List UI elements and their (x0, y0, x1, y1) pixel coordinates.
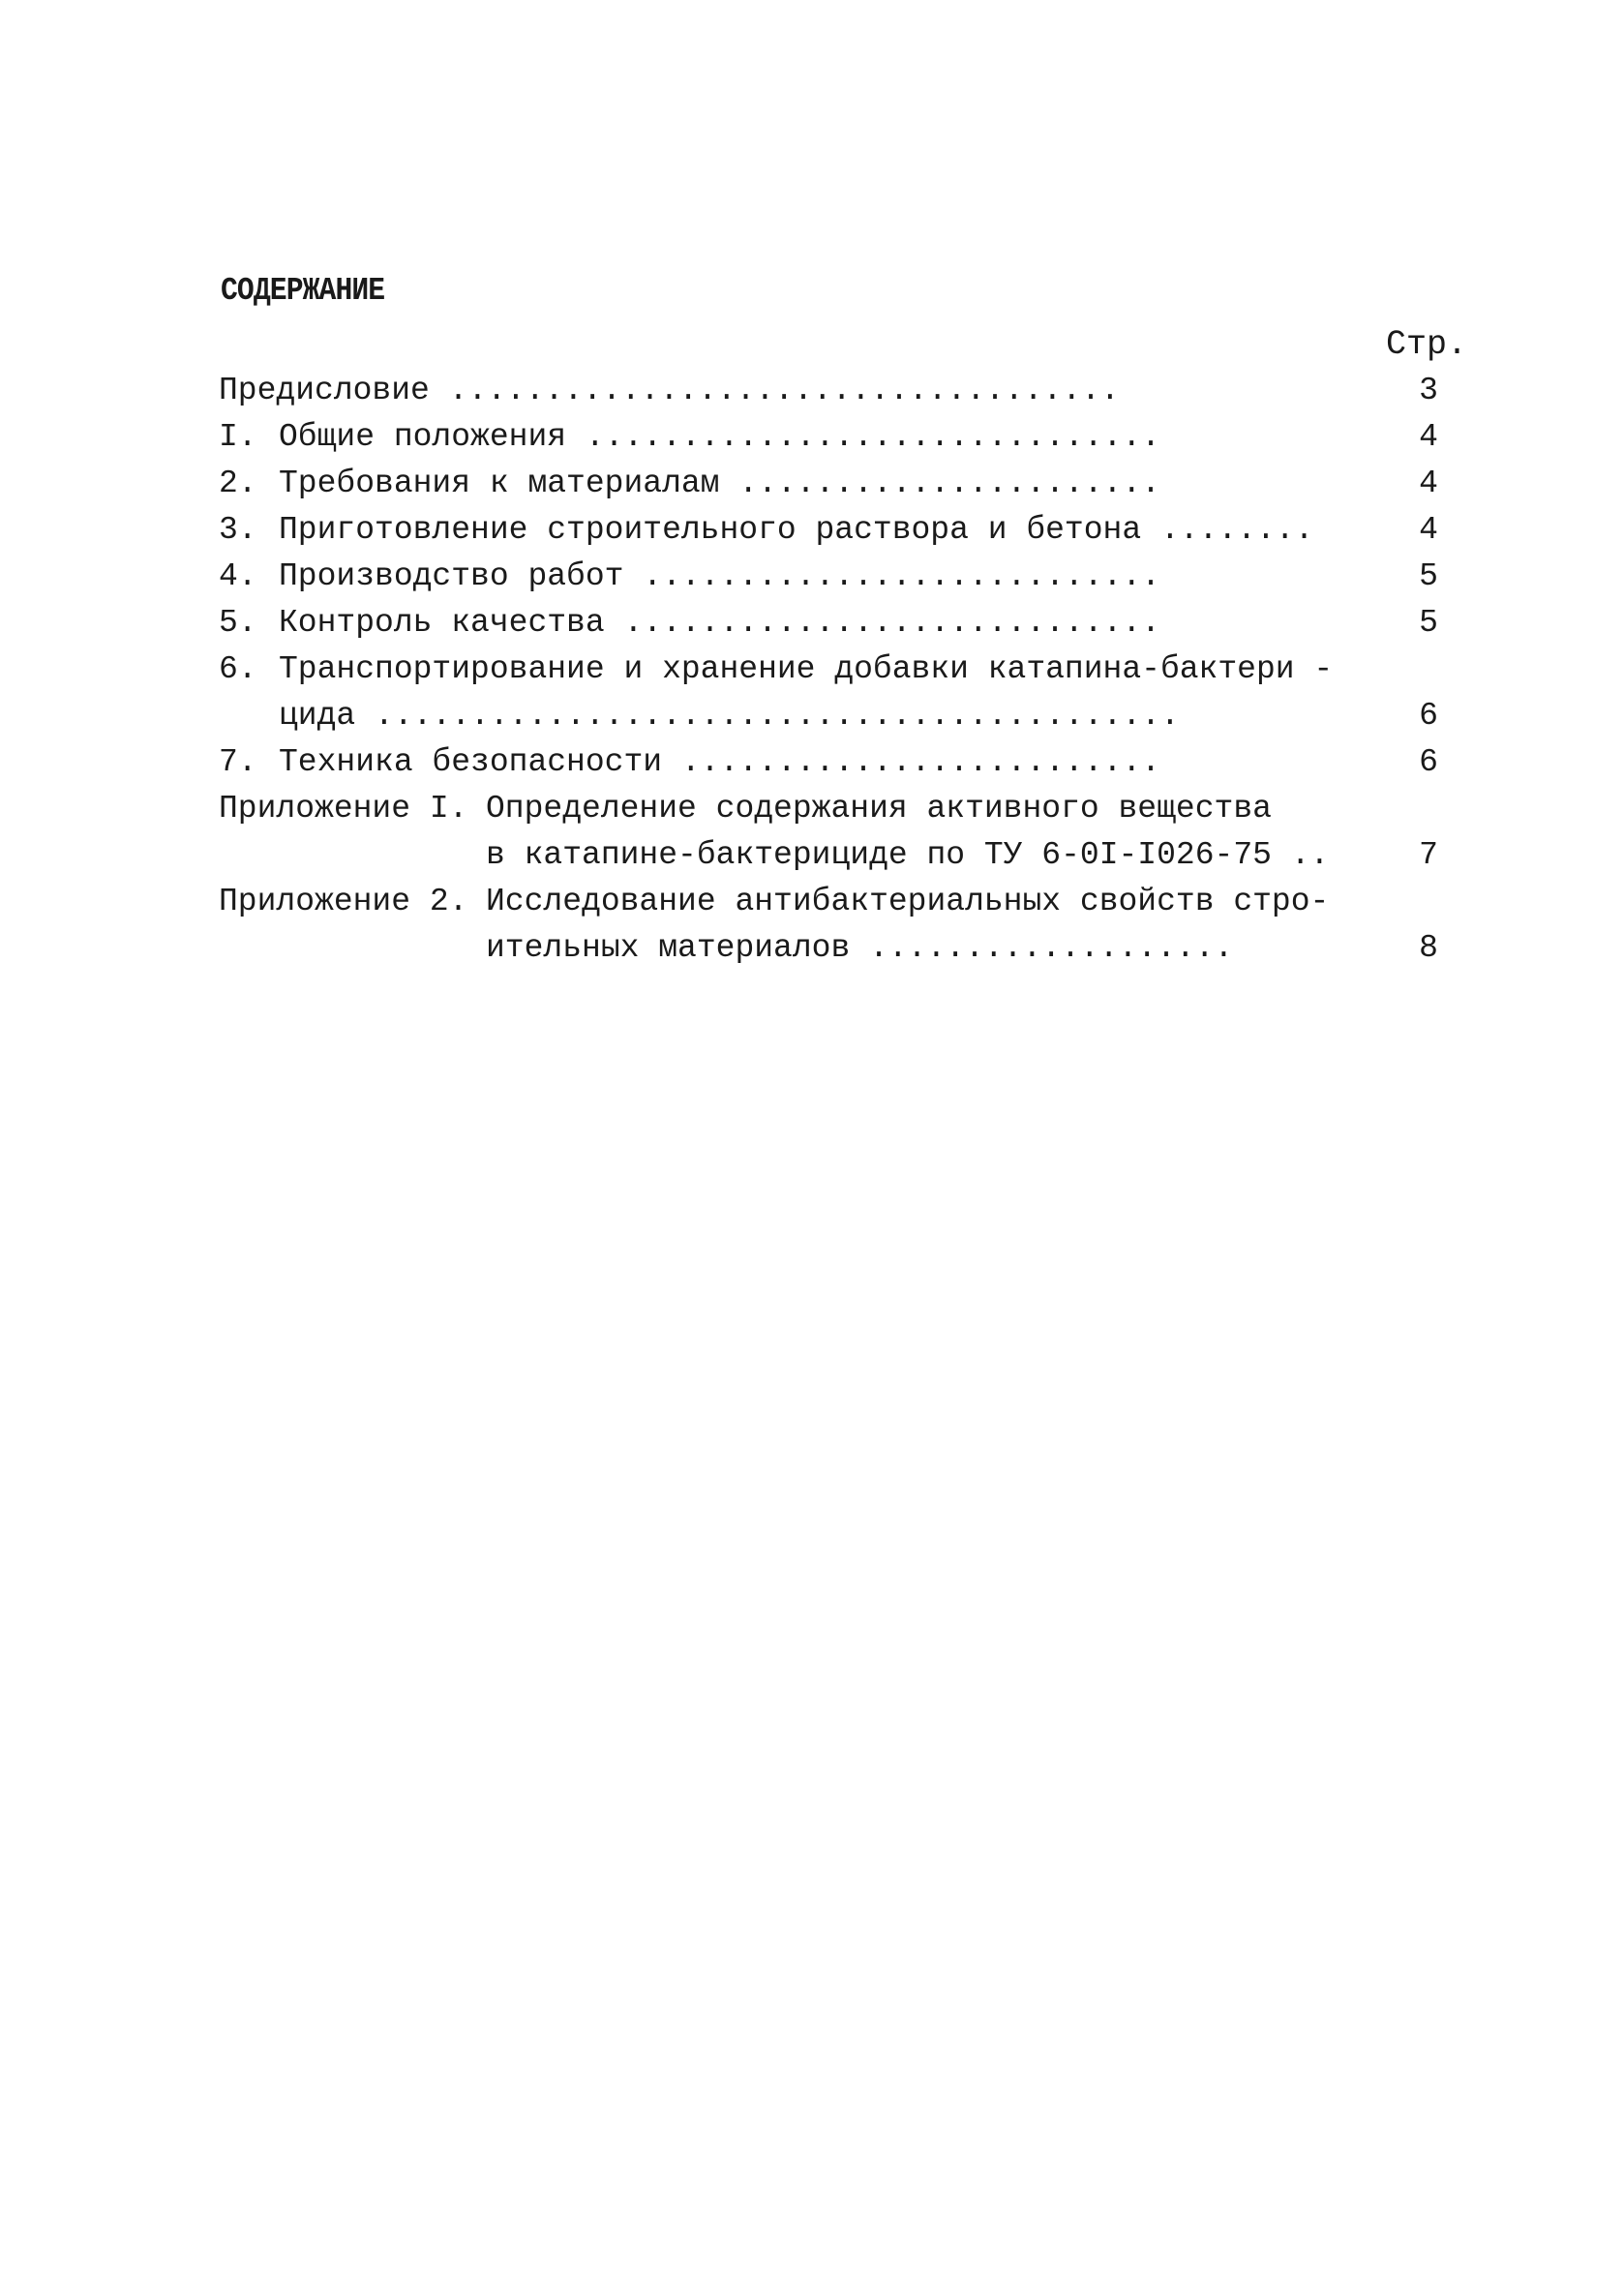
toc-entry-text: Приготовление строительного раствора и бетона ........ (279, 512, 1314, 548)
toc-entry-4 (219, 554, 1477, 600)
table-of-contents (219, 368, 1477, 972)
toc-entry-number: 4. (219, 558, 257, 594)
toc-entry-text: Техника безопасности ......................... (279, 744, 1160, 780)
toc-entry-text: в катапине-бактерициде по ТУ 6-0I-I026-75 .. (486, 837, 1330, 873)
page-number-column-header: Стр. (1386, 325, 1468, 364)
toc-entry-text: Контроль качества ............................ (279, 605, 1160, 641)
toc-entry-5 (219, 600, 1477, 647)
toc-entry-page: 3 (1419, 373, 1438, 408)
toc-entry-text: Транспортирование и хранение добавки катапина-бактери - (279, 651, 1334, 687)
toc-entry-2 (219, 461, 1477, 507)
toc-entry-preface (219, 368, 1477, 414)
toc-entry-number: I. (219, 419, 257, 455)
toc-entry-page: 6 (1419, 698, 1438, 734)
toc-entry-number: 6. (219, 651, 257, 687)
toc-entry-text: ительных материалов ................... (486, 930, 1234, 966)
toc-entry-text: Требования к материалам ...................... (279, 466, 1160, 501)
toc-entry-page: 4 (1419, 419, 1438, 455)
toc-entry-page: 8 (1419, 930, 1438, 966)
toc-entry-number: 2. (219, 466, 257, 501)
toc-entry-appendix-2-continued (219, 925, 1477, 972)
toc-entry-6-continued (219, 693, 1477, 739)
toc-entry-page: 5 (1419, 558, 1438, 594)
toc-entry-text: Общие положения .............................. (279, 419, 1160, 455)
toc-entry-text: Производство работ ........................... (279, 558, 1160, 594)
toc-entry-appendix-1-continued (219, 832, 1477, 879)
toc-entry-page: 6 (1419, 744, 1438, 780)
toc-entry-appendix-2 (219, 879, 1477, 925)
toc-entry-page: 7 (1419, 837, 1438, 873)
toc-entry-6 (219, 647, 1477, 693)
toc-entry-page: 5 (1419, 605, 1438, 641)
toc-entry-3 (219, 507, 1477, 554)
toc-entry-page: 4 (1419, 466, 1438, 501)
toc-entry-1 (219, 414, 1477, 461)
toc-entry-7 (219, 739, 1477, 786)
toc-entry-number: 3. (219, 512, 257, 548)
toc-entry-text: цида .......................................... (279, 698, 1180, 734)
toc-entry-text: Определение содержания активного вещества (486, 791, 1272, 827)
toc-entry-text: Исследование антибактериальных свойств стро- (486, 884, 1330, 919)
toc-entry-number: 5. (219, 605, 257, 641)
toc-entry-number: Приложение 2. (219, 884, 468, 919)
page-title: СОДЕРЖАНИЕ (221, 273, 385, 309)
toc-entry-number: 7. (219, 744, 257, 780)
toc-entry-text: Предисловие ................................... (219, 373, 1120, 408)
toc-entry-page: 4 (1419, 512, 1438, 548)
toc-entry-number: Приложение I. (219, 791, 468, 827)
toc-entry-appendix-1 (219, 786, 1477, 832)
